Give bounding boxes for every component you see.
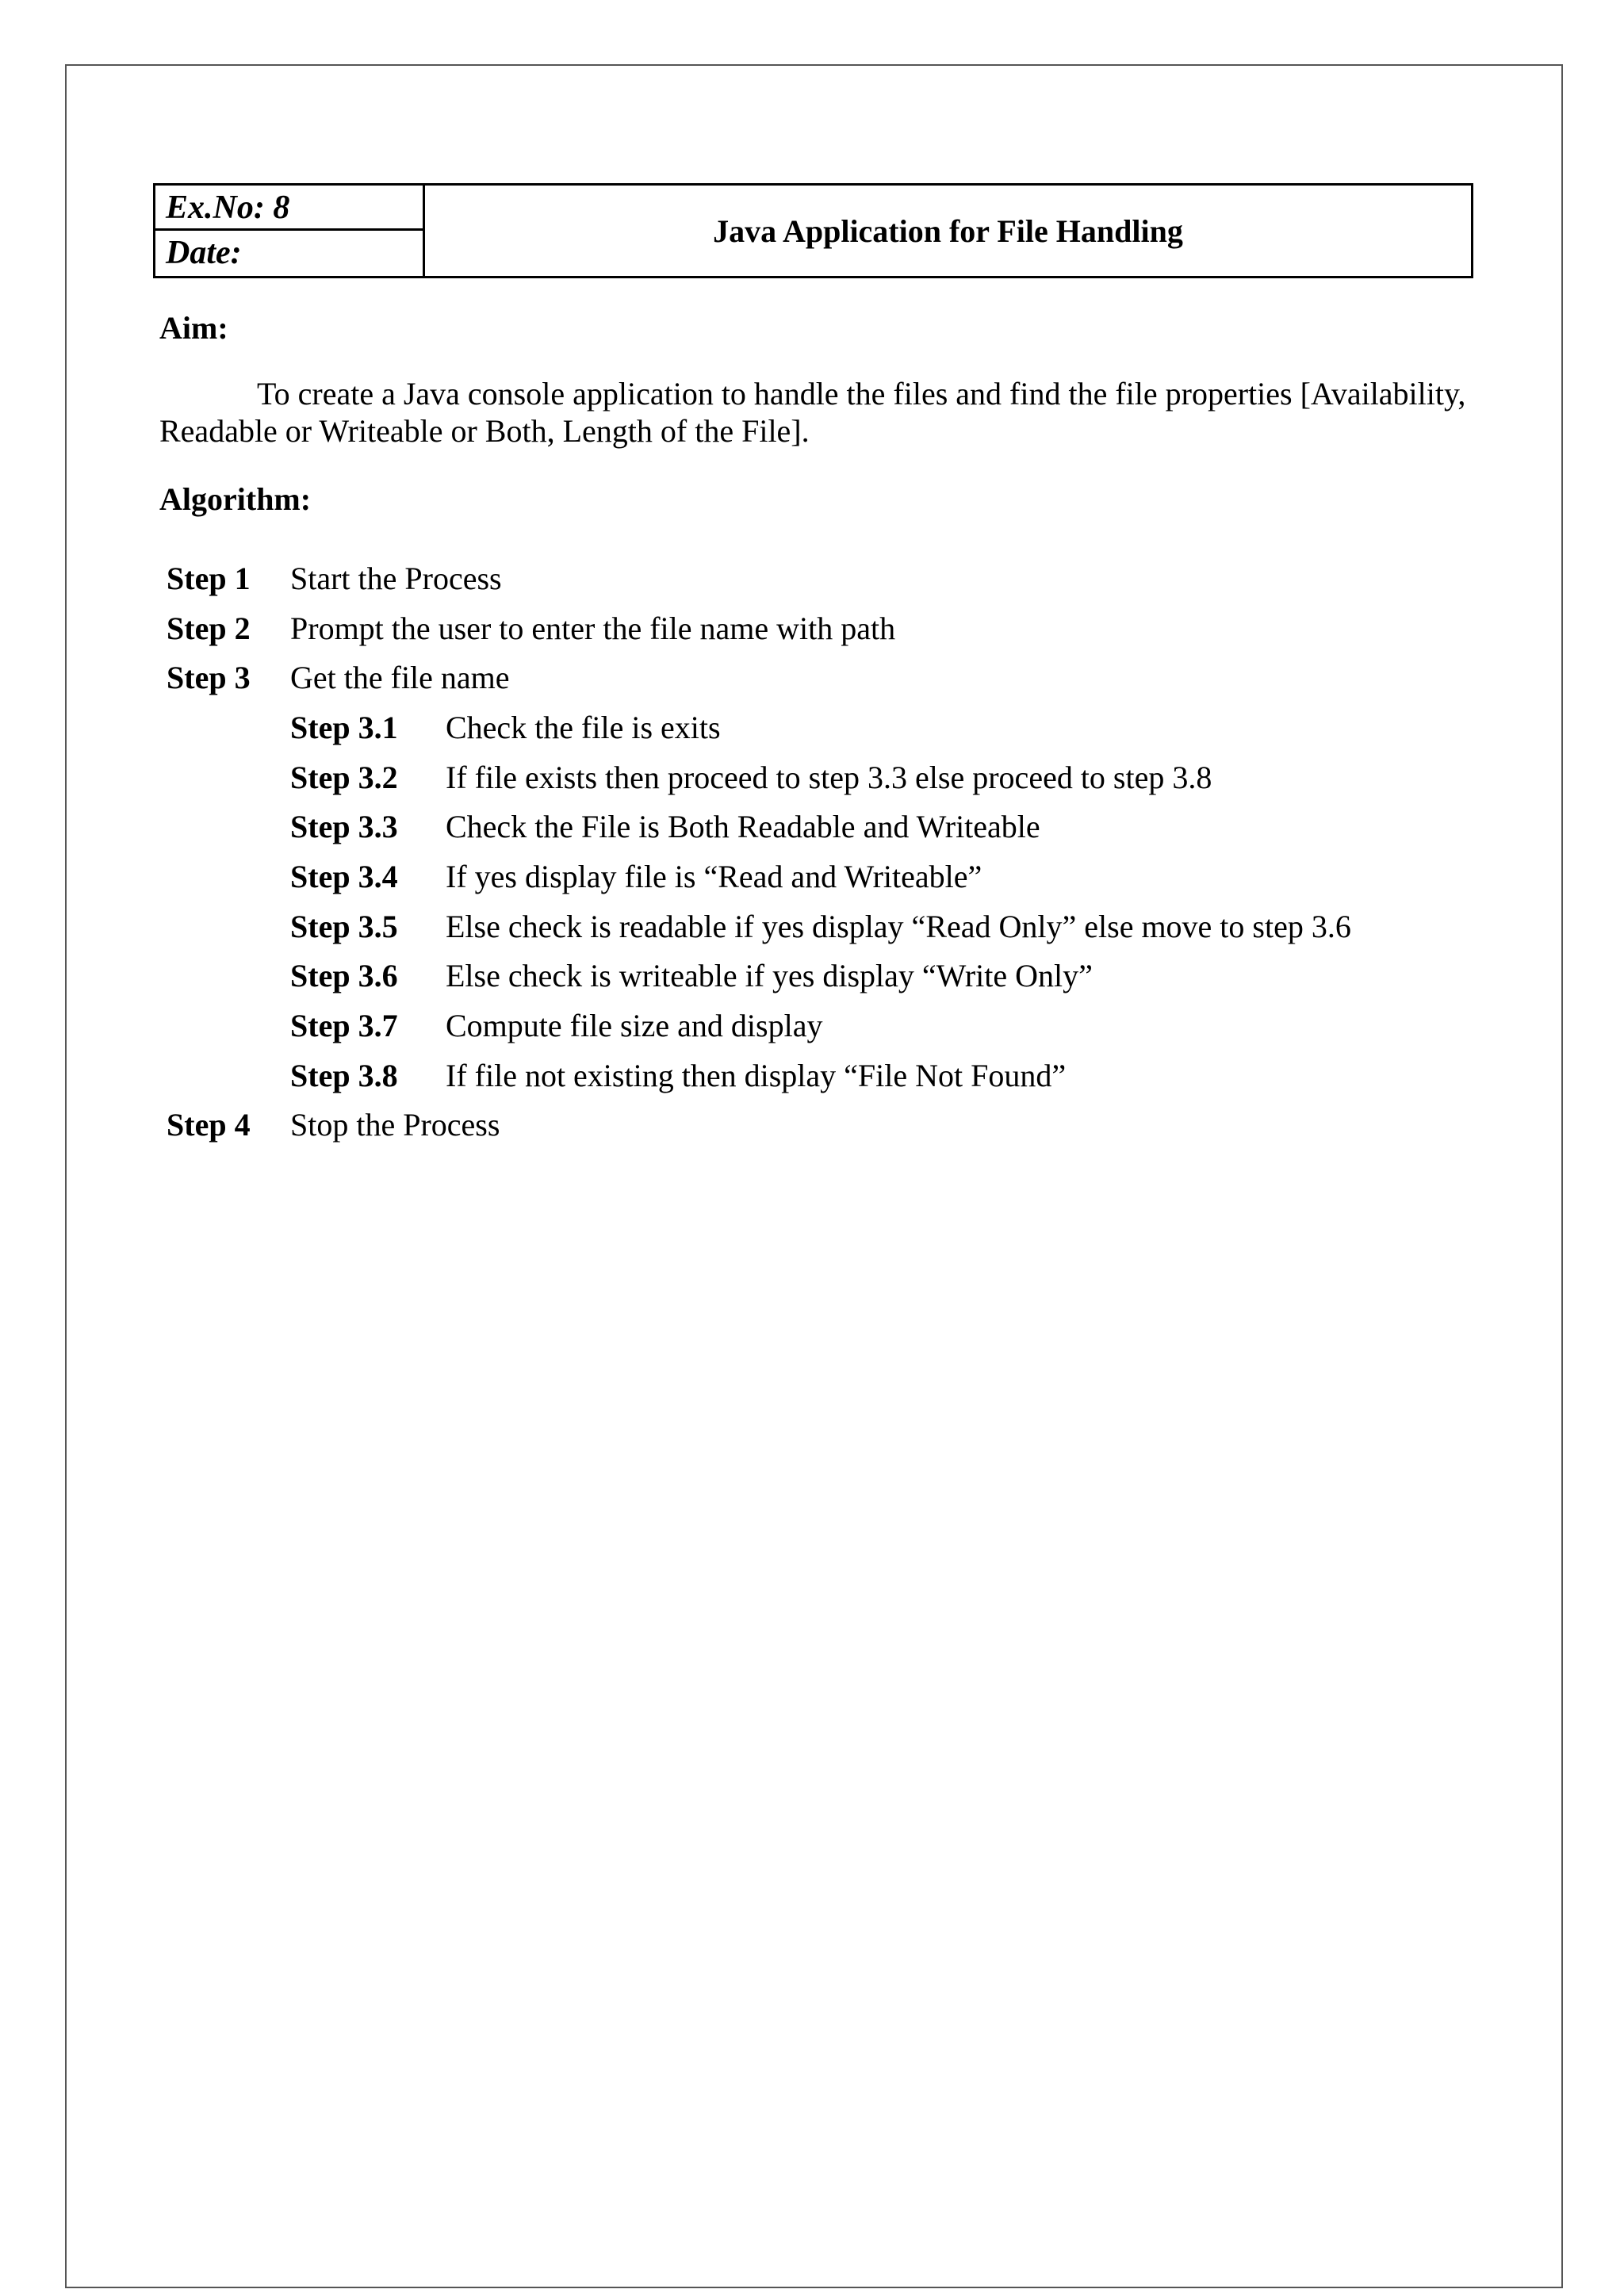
step-text: Check the file is exits <box>446 709 721 745</box>
step-text: Get the file name <box>290 660 510 696</box>
step-label: Step 3.6 <box>290 958 398 994</box>
aim-heading: Aim: <box>159 310 228 346</box>
step-row <box>167 553 1351 603</box>
step-text: Else check is writeable if yes display “Write Only” <box>446 958 1093 994</box>
header-table <box>153 183 1473 278</box>
step-text: Start the Process <box>290 560 502 596</box>
step-label: Step 3.8 <box>290 1057 398 1093</box>
aim-text: To create a Java console application to handle the files and find the file properties [Availability, Readable or Writeable or Both, Length of the File]. <box>159 376 1466 449</box>
algorithm-steps <box>167 553 1351 1150</box>
step-label: Step 3.2 <box>290 759 398 795</box>
substep-row <box>167 902 1351 951</box>
step-label: Step 2 <box>167 610 251 646</box>
step-label: Step 1 <box>167 560 251 596</box>
document-title: Java Application for File Handling <box>713 212 1183 249</box>
step-label: Step 3 <box>167 660 251 696</box>
step-text: Compute file size and display <box>446 1008 823 1044</box>
step-text: Check the File is Both Readable and Writeable <box>446 809 1040 845</box>
step-text: If file not existing then display “File Not Found” <box>446 1057 1067 1093</box>
step-label: Step 4 <box>167 1107 251 1143</box>
algorithm-heading: Algorithm: <box>159 481 312 517</box>
substep-row <box>167 852 1351 902</box>
step-text: If yes display file is “Read and Writeable” <box>446 858 982 894</box>
step-row <box>167 1101 1351 1150</box>
substep-row <box>167 802 1351 852</box>
step-row <box>167 603 1351 653</box>
exercise-number: Ex.No: 8 <box>155 186 423 231</box>
step-text: Else check is readable if yes display “Read Only” else move to step 3.6 <box>446 908 1351 944</box>
aim-paragraph <box>159 375 1476 450</box>
substep-row <box>167 752 1351 802</box>
step-label: Step 3.7 <box>290 1008 398 1044</box>
substep-row <box>167 1051 1351 1101</box>
substep-row <box>167 702 1351 752</box>
step-text: Stop the Process <box>290 1107 500 1143</box>
step-text: If file exists then proceed to step 3.3 else proceed to step 3.8 <box>446 759 1212 795</box>
substep-row <box>167 1001 1351 1051</box>
step-label: Step 3.1 <box>290 709 398 745</box>
header-meta <box>155 186 425 276</box>
date-field: Date: <box>166 235 242 271</box>
step-label: Step 3.3 <box>290 809 398 845</box>
step-label: Step 3.4 <box>290 858 398 894</box>
step-text: Prompt the user to enter the file name with path <box>290 610 896 646</box>
substep-row <box>167 951 1351 1001</box>
step-row <box>167 653 1351 702</box>
step-label: Step 3.5 <box>290 908 398 944</box>
